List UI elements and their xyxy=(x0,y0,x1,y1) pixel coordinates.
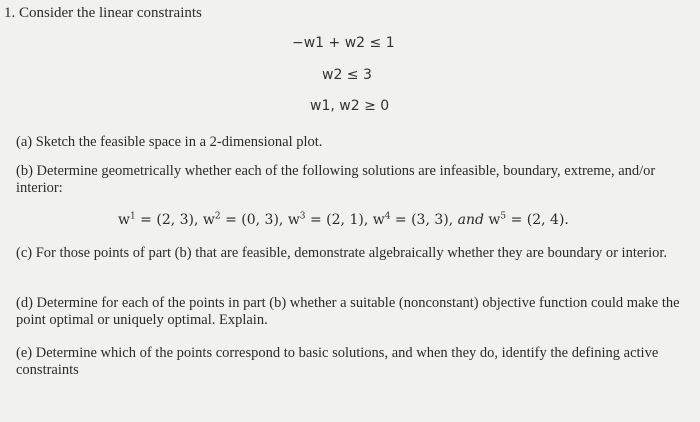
point-value-5: (2, 4) xyxy=(526,212,565,228)
part-d: (d) Determine for each of the points in part (b) whether a suitable (nonconstant) objective function could make the point optimal or uniquely optimal. Explain. xyxy=(16,295,680,328)
point-label-2: $w^2$ = xyxy=(202,211,242,228)
question-title: 1. Consider the linear constraints xyxy=(4,5,202,21)
constraint-1: −w1 + w2 ≤ 1 xyxy=(292,35,395,51)
point-label-1: $w^1$ = xyxy=(118,211,157,228)
point-label-4: $w^4$ = xyxy=(372,211,412,228)
constraint-2: w2 ≤ 3 xyxy=(322,67,372,83)
point-value-3: (2, 1) xyxy=(326,212,364,228)
part-b: (b) Determine geometrically whether each of the following solutions are infeasible, boundary, extreme, and/or interior: xyxy=(16,163,656,196)
solution-points: $w^1 = (2$, 3), $w^2 = (0$, 3), $w^3 = (2$, 1), $w^4 = (3$, 3), and $w^5 = (2$, 4). xyxy=(118,211,569,228)
point-value-4: (3, 3) xyxy=(411,212,449,228)
point-label-3: $w^3$ = xyxy=(287,211,327,228)
part-c: (c) For those points of part (b) that are feasible, demonstrate algebraically whether they are boundary or interior. xyxy=(16,245,668,261)
part-e: (e) Determine which of the points correspond to basic solutions, and when they do, identify the defining active constraints xyxy=(16,345,659,378)
point-label-5: $w^5$ = xyxy=(488,211,527,228)
point-value-1: (2, 3) xyxy=(156,212,194,228)
point-value-2: (0, 3) xyxy=(241,212,279,228)
part-a: (a) Sketch the feasible space in a 2-dimensional plot. xyxy=(16,134,323,150)
constraint-3: w1, w2 ≥ 0 xyxy=(310,98,390,114)
